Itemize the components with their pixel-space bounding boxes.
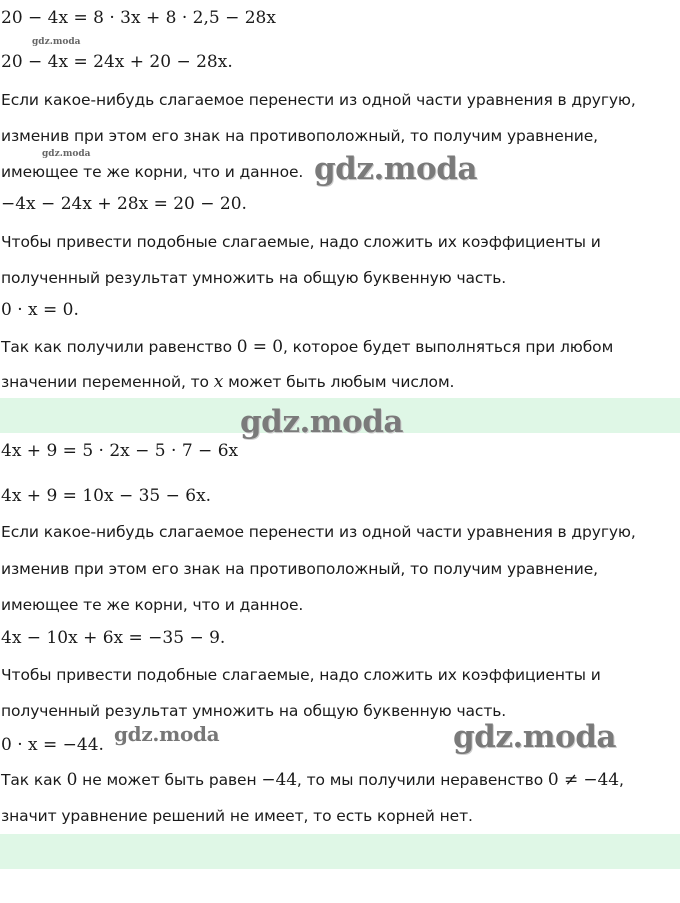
- equation-line-2: 20 − 4x = 24x + 20 − 28x.: [1, 52, 233, 72]
- equation-line-8: 0 · x = −44.: [1, 735, 104, 755]
- conclusion-text-3: Так как 0 не может быть равен −44, то мы получили неравенство 0 ≠ −44,: [1, 770, 624, 790]
- rule-text-6: имеющее те же корни, что и данное.: [1, 596, 304, 614]
- like-terms-text-3: Чтобы привести подобные слагаемые, надо сложить их коэффициенты и: [1, 666, 601, 684]
- equation-line-1: 20 − 4x = 8 · 3x + 8 · 2,5 − 28x: [1, 8, 276, 28]
- equation-line-6: 4x + 9 = 10x − 35 − 6x.: [1, 486, 212, 506]
- rule-text-2: изменив при этом его знак на противоположный, то получим уравнение,: [1, 127, 598, 145]
- watermark-large-2: gdz.moda: [240, 404, 403, 440]
- conclusion-text-4: значит уравнение решений не имеет, то есть корней нет.: [1, 807, 473, 825]
- watermark-large-1: gdz.moda: [314, 151, 477, 187]
- conclusion-text-1: Так как получили равенство 0 = 0, которое будет выполняться при любом: [1, 337, 614, 357]
- watermark-small-2: gdz.moda: [42, 149, 91, 159]
- rule-text-4: Если какое-нибудь слагаемое перенести из одной части уравнения в другую,: [1, 523, 636, 541]
- rule-text-1: Если какое-нибудь слагаемое перенести из одной части уравнения в другую,: [1, 91, 636, 109]
- answer-box-2: [0, 834, 680, 869]
- equation-line-7: 4x − 10x + 6x = −35 − 9.: [1, 628, 226, 648]
- rule-text-5: изменив при этом его знак на противоположный, то получим уравнение,: [1, 560, 598, 578]
- like-terms-text-2: полученный результат умножить на общую буквенную часть.: [1, 269, 507, 287]
- watermark-medium-1: gdz.moda: [114, 722, 220, 746]
- watermark-large-3: gdz.moda: [453, 719, 616, 755]
- equation-line-4: 0 · x = 0.: [1, 300, 79, 320]
- equation-line-5: 4x + 9 = 5 · 2x − 5 · 7 − 6x: [1, 441, 239, 461]
- rule-text-3: имеющее те же корни, что и данное.: [1, 163, 304, 181]
- like-terms-text-4: полученный результат умножить на общую буквенную часть.: [1, 702, 507, 720]
- equation-line-3: −4x − 24x + 28x = 20 − 20.: [1, 194, 247, 214]
- conclusion-text-2: значении переменной, то x может быть любым числом.: [1, 372, 455, 392]
- watermark-small-1: gdz.moda: [32, 37, 81, 47]
- like-terms-text-1: Чтобы привести подобные слагаемые, надо сложить их коэффициенты и: [1, 233, 601, 251]
